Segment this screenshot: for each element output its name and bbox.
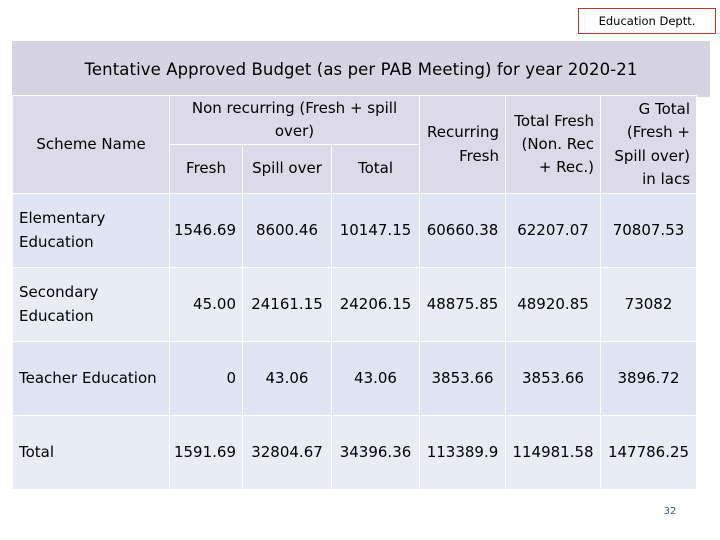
header-scheme-name: Scheme Name — [13, 96, 170, 194]
cell-total-fresh: 48920.85 — [506, 268, 601, 342]
table-row — [13, 268, 697, 342]
cell-spill-over: 8600.46 — [243, 194, 332, 268]
row-label: Teacher Education — [13, 342, 170, 416]
cell-g-total: 73082 — [601, 268, 697, 342]
table-row — [13, 342, 697, 416]
cell-fresh: 1591.69 — [170, 416, 243, 490]
cell-spill-over: 43.06 — [243, 342, 332, 416]
cell-g-total: 70807.53 — [601, 194, 697, 268]
cell-total: 34396.36 — [332, 416, 420, 490]
header-fresh: Fresh — [170, 145, 243, 194]
header-recurring-fresh: Recurring Fresh — [420, 96, 506, 194]
header-non-recurring: Non recurring (Fresh + spill over) — [170, 96, 420, 145]
cell-g-total: 147786.25 — [601, 416, 697, 490]
cell-fresh: 0 — [170, 342, 243, 416]
cell-total: 24206.15 — [332, 268, 420, 342]
row-label: Secondary Education — [13, 268, 170, 342]
cell-fresh: 1546.69 — [170, 194, 243, 268]
cell-spill-over: 24161.15 — [243, 268, 332, 342]
cell-g-total: 3896.72 — [601, 342, 697, 416]
slide-title: Tentative Approved Budget (as per PAB Meeting) for year 2020-21 — [12, 41, 710, 97]
cell-recurring-fresh: 60660.38 — [420, 194, 506, 268]
table-header-row — [13, 96, 697, 145]
cell-fresh: 45.00 — [170, 268, 243, 342]
cell-spill-over: 32804.67 — [243, 416, 332, 490]
cell-total-fresh: 114981.58 — [506, 416, 601, 490]
cell-total: 10147.15 — [332, 194, 420, 268]
cell-recurring-fresh: 48875.85 — [420, 268, 506, 342]
header-g-total: G Total (Fresh + Spill over) in lacs — [601, 96, 697, 194]
department-label: Education Deptt. — [578, 8, 716, 34]
row-label: Total — [13, 416, 170, 490]
page-number: 32 — [663, 506, 677, 517]
cell-total: 43.06 — [332, 342, 420, 416]
cell-recurring-fresh: 113389.9 — [420, 416, 506, 490]
cell-total-fresh: 3853.66 — [506, 342, 601, 416]
header-spill-over: Spill over — [243, 145, 332, 194]
row-label: Elementary Education — [13, 194, 170, 268]
table-total-row — [13, 416, 697, 490]
cell-recurring-fresh: 3853.66 — [420, 342, 506, 416]
cell-total-fresh: 62207.07 — [506, 194, 601, 268]
header-total: Total — [332, 145, 420, 194]
header-total-fresh: Total Fresh (Non. Rec + Rec.) — [506, 96, 601, 194]
budget-table — [12, 95, 697, 490]
table-row — [13, 194, 697, 268]
